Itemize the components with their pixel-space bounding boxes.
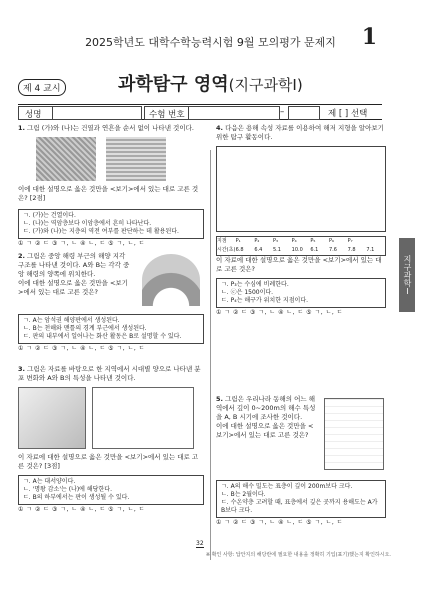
question-3 [18,365,204,514]
question-text: 그림은 자료를 바탕으로 한 지역에서 시대별 양으로 나타낸 분포 변화와 A와 B의 특성을 나타낸 것이다. [18,365,201,382]
choices-box [18,209,204,239]
subject-sub: (지구과학Ⅰ) [228,76,303,94]
choice-1: ㄱ. A의 해수 밀도는 표층이 깊이 200m보다 크다. [221,483,353,490]
choice-3: ㄷ. 판의 내부에서 일어나는 화산 활동은 B로 설명할 수 있다. [23,333,182,340]
name-label: 성명 [25,110,42,120]
question-prompt: 이 자료에 대한 설명으로 옳은 것만을 <보기>에서 있는 대로 고른 것은? [216,256,382,273]
info-row [18,104,382,120]
choices-box [216,278,386,308]
question-5-choices [216,480,386,527]
th: P₃ [272,238,279,244]
question-number: 2. [18,252,25,260]
profile-graph [324,398,384,470]
exam-no-field-2[interactable] [288,106,320,120]
footer-note: ※ 확인 사항: 답안지의 해당란에 필요한 내용을 정확히 기입(표기)했는지 확인하시오. [205,552,391,558]
figure-q1 [36,137,204,181]
choice-3: ㄷ. B의 하부에서는 판이 생성될 수 있다. [23,494,130,501]
question-text: 그림은 중앙 해령 부근의 해양 지각 구조를 나타낸 것이다. A와 B는 각각 중앙 해령의 양쪽에 위치한다. [18,252,130,278]
subject-title [118,70,303,96]
mudcrack-photo [36,137,96,181]
td: 7.8 [347,247,356,253]
choices-box [18,475,204,505]
column-divider [210,150,211,560]
page-number: 1 [361,24,377,50]
choice-2: ㄴ. B는 2월이다. [221,491,266,498]
subject-tab: 지구과학Ⅰ [399,238,415,312]
choice-2: ㄴ. (나)는 역암층보다 이암층에서 흔히 나타난다. [23,220,152,227]
map-figure [18,387,86,449]
answer-options[interactable]: ① ㄱ ② ㄷ ③ ㄱ, ㄴ ④ ㄴ, ㄷ ⑤ ㄱ, ㄴ, ㄷ [216,309,343,316]
question-2-choices [18,314,204,353]
question-text: 그림 (가)와 (나)는 건열과 연흔을 순서 없이 나타낸 것이다. [27,124,194,132]
choice-2: ㄴ. '명왕 감소'는 (나)에 해당한다. [23,486,112,493]
question-1 [18,124,204,248]
data-table [216,236,386,256]
exam-no-label-box [144,106,190,120]
ridge-diagram [142,254,200,306]
question-text: 다음은 용해 속성 자료를 이용하여 해저 지형을 알아보기 위한 탐구 활동이다. [216,124,384,141]
inquiry-box [216,146,386,232]
question-number: 3. [18,365,25,373]
choice-3: ㄷ. 수온약층 고려할 때, 표층에서 깊은 곳까지 용해도는 A가 B보다 크다. [221,499,378,514]
choice-1: ㄱ. A는 대서양이다. [23,478,76,485]
name-field[interactable] [52,106,142,120]
answer-options[interactable]: ① ㄱ ② ㄷ ③ ㄱ, ㄴ ④ ㄴ, ㄷ ⑤ ㄱ, ㄴ, ㄷ [18,345,145,352]
question-number: 4. [216,124,223,132]
name-label-box [18,106,54,120]
td: 6.1 [310,247,319,253]
subject-main: 과학탐구 영역 [118,74,229,95]
choice-1: ㄱ. P₃는 수심에 비례한다. [221,281,289,288]
question-number: 1. [18,124,25,132]
th: P₅ [310,238,316,244]
td: 6.4 [254,247,263,253]
exam-no-dash: – [280,107,285,117]
td: 10.0 [291,247,303,253]
choice-3: ㄷ. P₄는 해구가 위치한 지점이다. [221,297,309,304]
question-2 [18,252,130,297]
td: 시간(초) [217,247,236,253]
td: 6.8 [235,247,244,253]
choices-box [18,314,204,344]
exam-no-field[interactable] [188,106,280,120]
td: 5.1 [272,247,281,253]
footer-page: 32 [196,540,204,547]
choice-label: 제 [ ] 선택 [328,109,368,119]
question-number: 5. [216,395,223,403]
exam-no-label: 수험 번호 [149,110,185,120]
choice-3: ㄷ. (가)와 (나)는 지층의 역전 여부를 판단하는 데 활용된다. [23,228,179,235]
choice-2: ㄴ. ⓒ은 1500이다. [221,289,274,296]
td: 7.6 [328,247,337,253]
exam-title: 2025학년도 대학수학능력시험 9월 모의평가 문제지 [85,36,336,49]
th: P₂ [254,238,260,244]
answer-options[interactable]: ① ㄱ ② ㄷ ③ ㄱ, ㄴ ④ ㄴ, ㄷ ⑤ ㄱ, ㄴ, ㄷ [18,506,145,513]
th: 지점 [217,238,227,244]
td: 7.1 [366,247,375,253]
question-5 [216,395,316,440]
question-prompt: 이에 대한 설명으로 옳은 것만을 <보기>에서 있는 대로 고른 것은? [18,279,128,296]
choices-box [216,480,386,518]
ripple-photo [106,137,166,181]
table-figure [92,387,194,449]
answer-options[interactable]: ① ㄱ ② ㄷ ③ ㄱ, ㄴ ④ ㄴ, ㄷ ⑤ ㄱ, ㄴ, ㄷ [216,519,343,526]
th: P₇ [347,238,353,244]
question-prompt: 이에 대한 설명으로 옳은 것만을 <보기>에서 있는 대로 고른 것은? [2점] [18,185,199,202]
choice-1: ㄱ. (가)는 건열이다. [23,212,76,219]
figure-q3 [18,387,204,449]
question-prompt: 이에 대한 설명으로 옳은 것만을 <보기>에서 있는 대로 고른 것은? [216,422,314,439]
question-4 [216,124,386,317]
answer-options[interactable]: ① ㄱ ② ㄷ ③ ㄱ, ㄴ ④ ㄴ, ㄷ ⑤ ㄱ, ㄴ, ㄷ [18,240,145,247]
session-badge: 제 4 교시 [18,79,66,96]
th: P₁ [235,238,241,244]
choice-1: ㄱ. A는 암석권 해양판에서 생성된다. [23,317,120,324]
th: P₄ [291,238,297,244]
choice-2: ㄴ. B는 천해와 맨틀의 경계 부근에서 생성된다. [23,325,147,332]
th: P₆ [328,238,335,244]
question-text: 그림은 우리나라 동해의 어느 해역에서 깊이 0~200m의 해수 특성을 A, B 시기에 조사한 것이다. [216,395,316,421]
question-prompt: 이 자료에 대한 설명으로 옳은 것만을 <보기>에서 있는 대로 고른 것은? [3점] [18,453,199,470]
